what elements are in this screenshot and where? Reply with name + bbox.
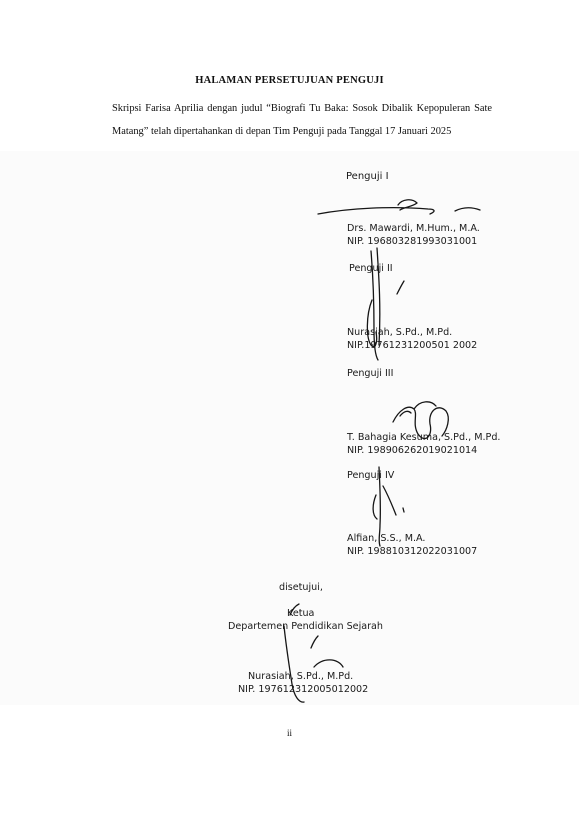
- approval-nip: NIP. 197612312005012002: [238, 684, 369, 695]
- page-title: HALAMAN PERSETUJUAN PENGUJI: [195, 75, 384, 86]
- approval-name: Nurasiah, S.Pd., M.Pd.: [248, 671, 354, 682]
- examiner-2-name: Nurasiah, S.Pd., M.Pd.: [347, 327, 453, 338]
- approval-label: disetujui,: [279, 582, 323, 593]
- examiner-3-nip: NIP. 198906262019021014: [347, 444, 478, 456]
- examiner-4-role: Penguji IV: [347, 470, 395, 481]
- examiner-3-role: Penguji III: [347, 368, 394, 379]
- examiner-1-role: Penguji I: [346, 171, 389, 182]
- examiner-1-block: [347, 223, 480, 248]
- examiner-4-nip: NIP. 198810312022031007: [347, 545, 478, 557]
- approval-department: Departemen Pendidikan Sejarah: [228, 621, 384, 632]
- examiner-2-nip: NIP.19761231200501 2002: [347, 339, 478, 351]
- intro-paragraph: Skripsi Farisa Aprilia dengan judul “Biografi Tu Baka: Sosok Dibalik Kepopuleran Sate Matang” telah dipertahankan di depan Tim Penguji pada Tanggal 17 Januari 2025: [112, 103, 492, 137]
- examiner-4-block: [347, 533, 477, 558]
- examiner-2-role: Penguji II: [349, 263, 393, 274]
- examiner-1-name: Drs. Mawardi, M.Hum., M.A.: [347, 223, 480, 234]
- approval-position: Ketua: [287, 608, 315, 619]
- examiner-3-name: T. Bahagia Kesuma, S.Pd., M.Pd.: [347, 432, 501, 443]
- examiner-4-name: Alfian, S.S., M.A.: [347, 533, 426, 544]
- examiner-1-nip: NIP. 196803281993031001: [347, 235, 478, 247]
- page-number: ii: [286, 728, 292, 738]
- examiner-2-block: [347, 327, 477, 352]
- examiner-3-block: [347, 432, 500, 457]
